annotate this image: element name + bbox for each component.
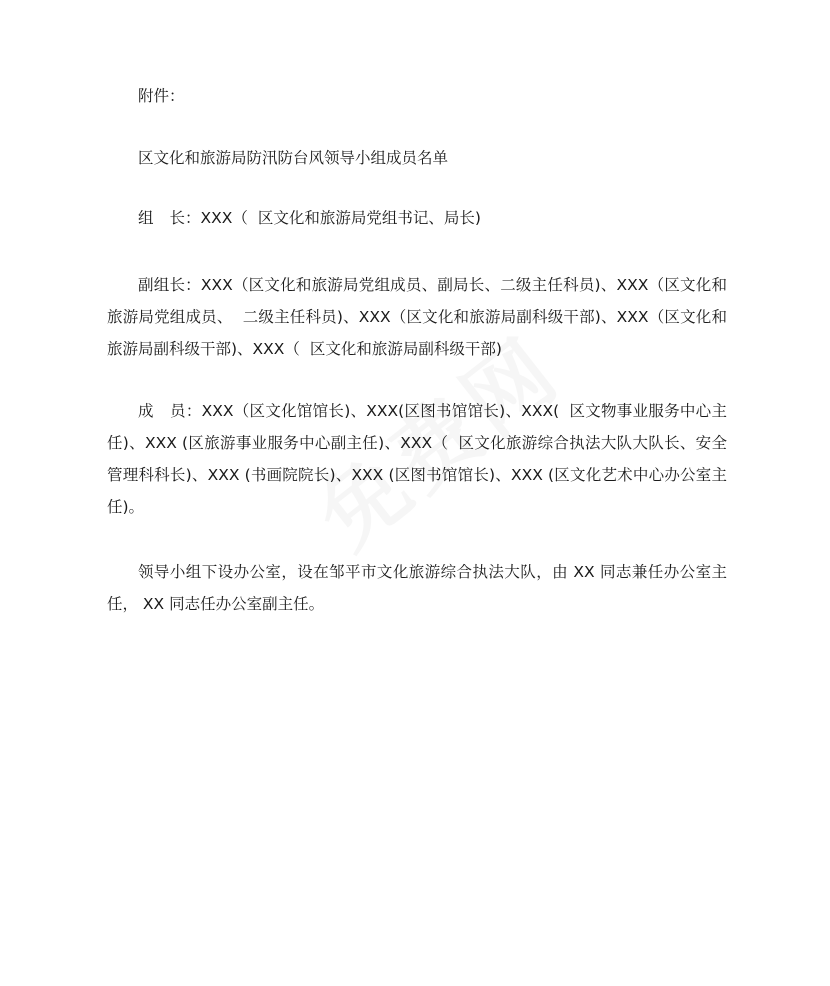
office-note-paragraph [107,556,727,620]
members-paragraph [107,395,727,523]
vice-leaders-text-c: 区文化和旅游局副科级干部) [309,340,502,358]
leader-role-a: 组 [138,209,154,227]
members-role-a: 成 [138,402,154,420]
attachment-label [107,80,727,112]
vice-leaders-text-b: 二级主任科员)、XXX（区文化和旅游局副科级干部)、XXX（区文化和旅游局副科级干部)、XXX（ [107,308,727,358]
vice-leaders-paragraph [107,269,727,365]
vice-leaders-role: 副组长： [138,276,201,294]
members-role-b: 员： [169,402,202,420]
members-text-c: 区文化旅游综合执法大队大队长、安全管理科科长)、XXX (书画院院长)、XXX (区图书馆馆长)、XXX (区文化艺术中心办公室主任)。 [107,434,727,516]
leader-text-b: 区文化和旅游局党组书记、局长) [257,209,481,227]
leader-text-a: XXX（ [200,209,248,227]
leader-line [107,202,727,234]
vice-leaders-text-a: XXX（区文化和旅游局党组成员、副局长、二级主任科员)、XXX（区文化和旅游局党组成员、 [107,276,727,326]
office-note-text: 领导小组下设办公室，设在邹平市文化旅游综合执法大队，由 XX 同志兼任办公室主任， XX 同志任办公室副主任。 [107,563,727,613]
members-text-a: XXX（区文化馆馆长)、XXX(区图书馆馆长)、XXX( [201,402,560,420]
list-title [107,142,727,174]
leader-role-b: 长： [169,209,201,227]
attachment-label-text: 附件： [138,87,185,105]
list-title-text: 区文化和旅游局防汛防台风领导小组成员名单 [138,149,449,167]
members-text-b: 区文物事业服务中心主任)、XXX (区旅游事业服务中心副主任)、XXX（ [107,402,727,452]
